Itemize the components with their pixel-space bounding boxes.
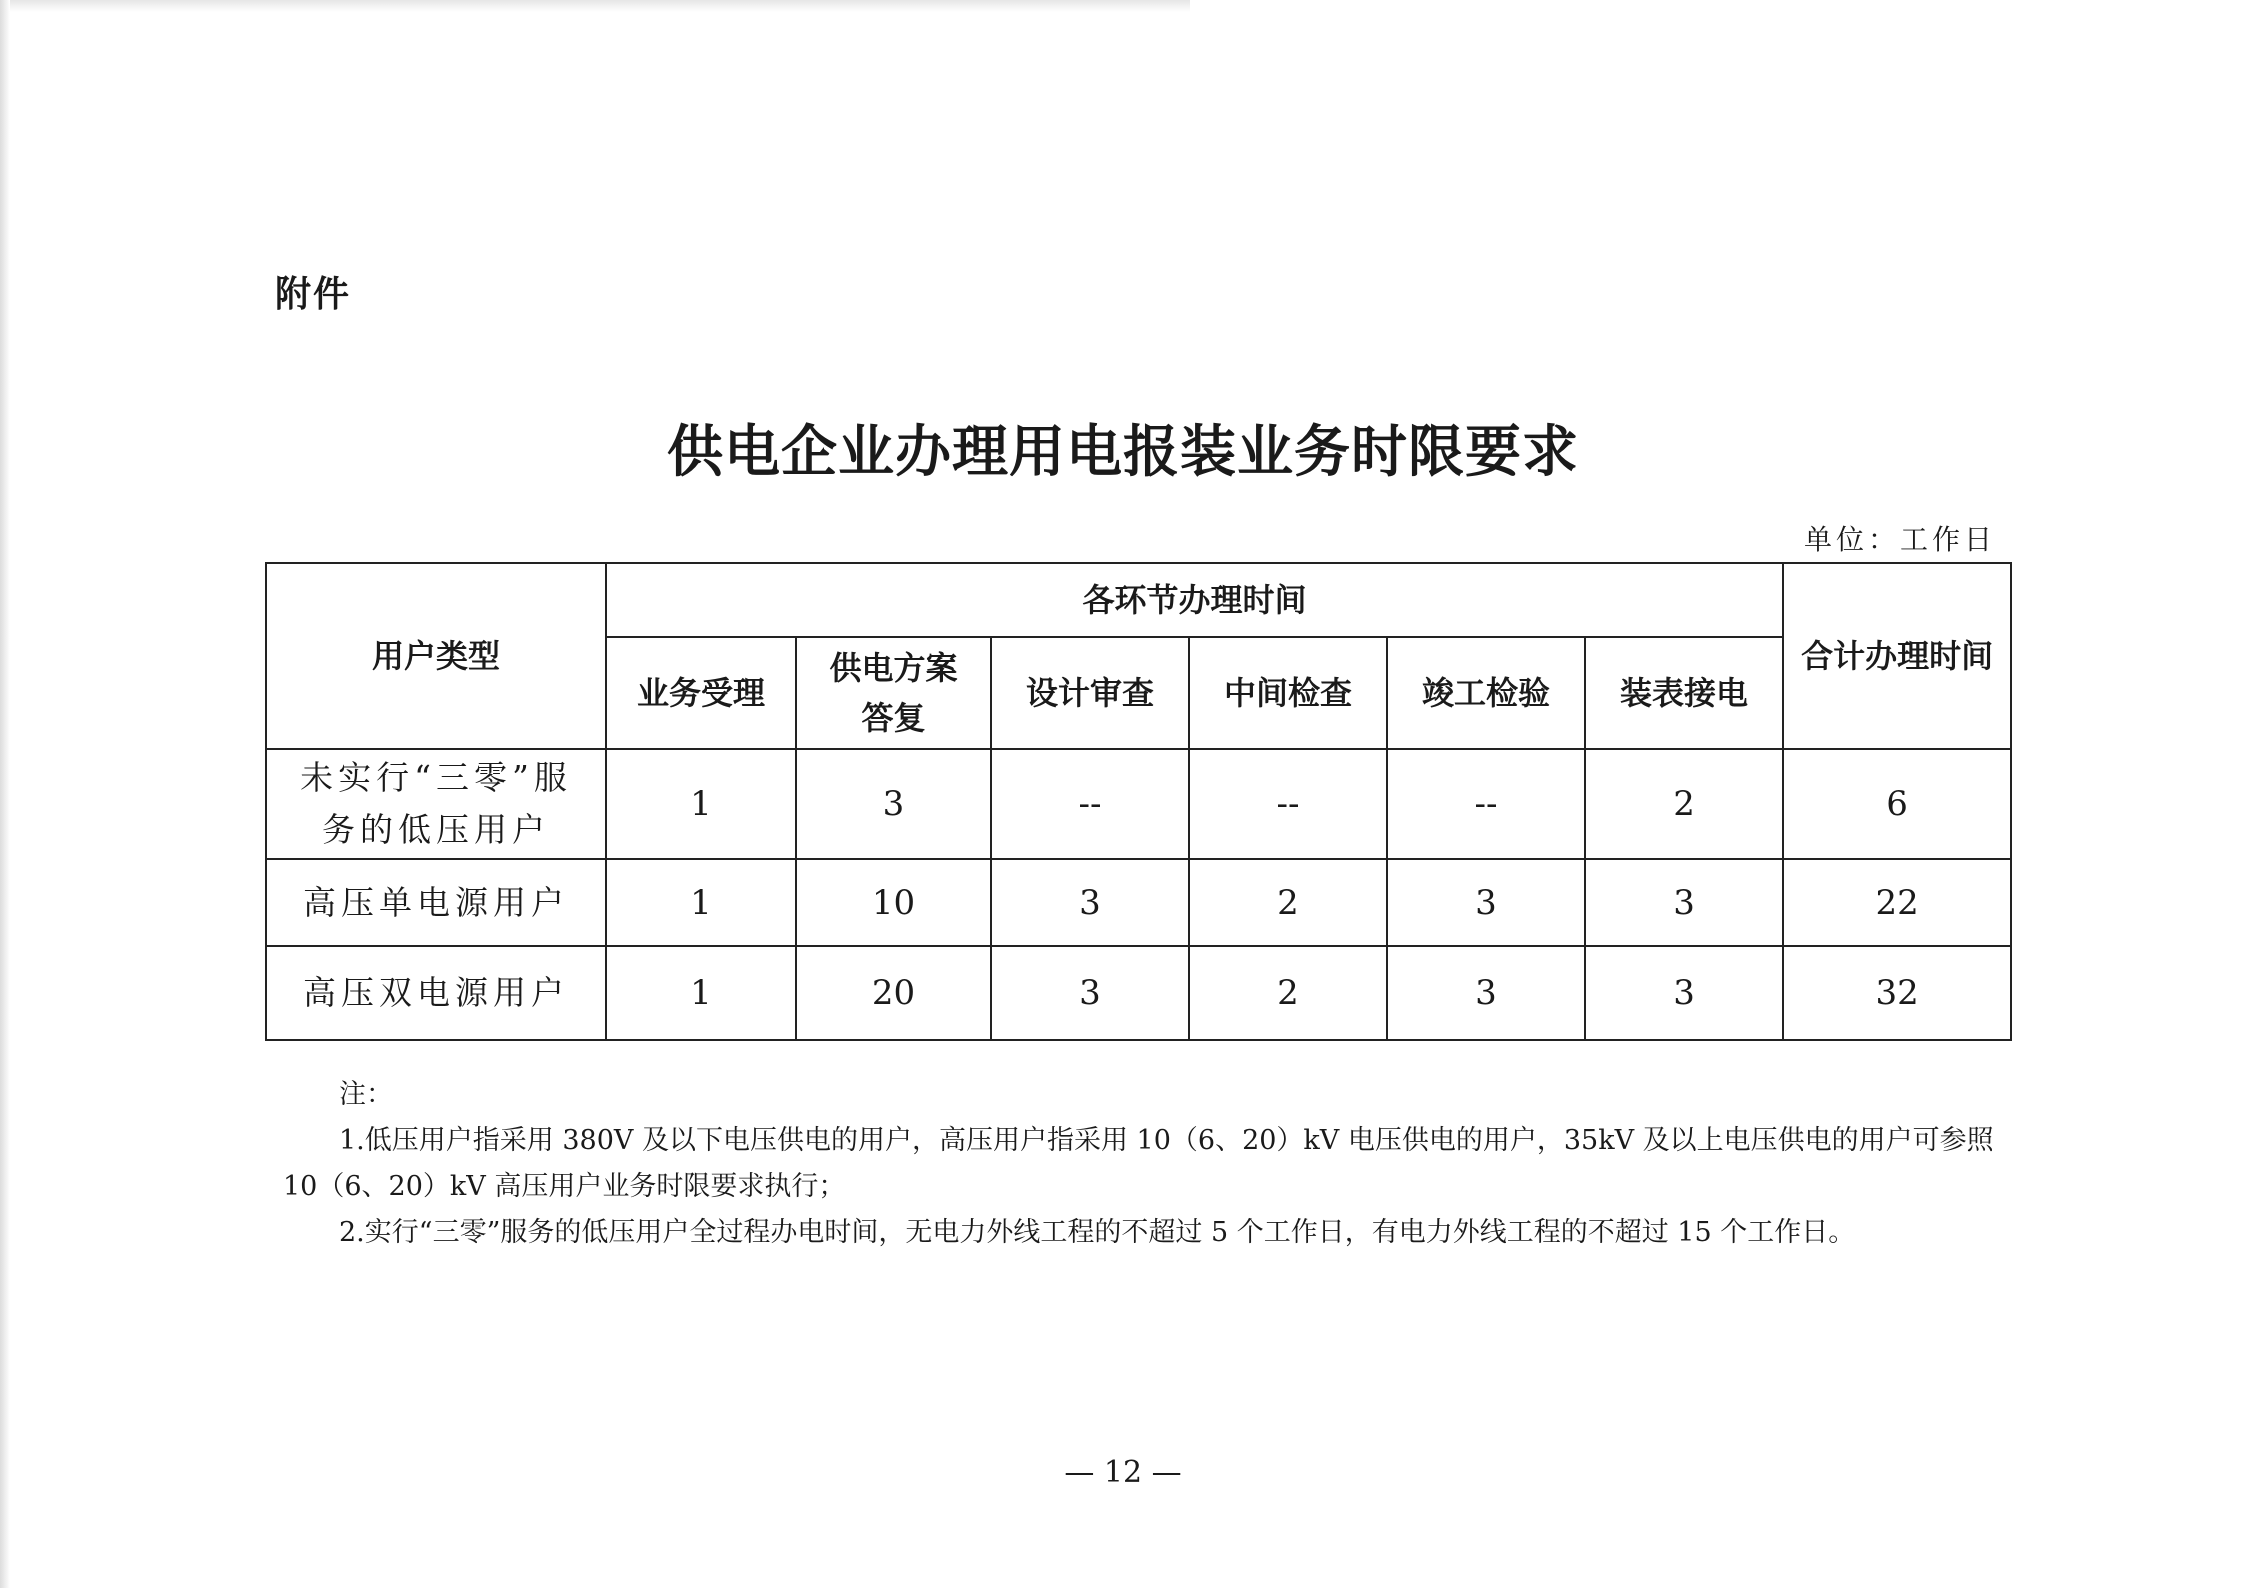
table-cell: -- — [991, 749, 1189, 859]
table-cell: -- — [1189, 749, 1387, 859]
table-cell: 3 — [1585, 946, 1783, 1040]
header-stage: 装表接电 — [1585, 637, 1783, 749]
notes-section — [283, 1072, 2013, 1256]
table-cell: 3 — [991, 946, 1189, 1040]
page-number: — 12 — — [1064, 1455, 1182, 1490]
table-row — [266, 859, 2011, 946]
scan-edge-top — [0, 0, 1190, 12]
table-cell: 3 — [1387, 859, 1585, 946]
table-cell: 3 — [991, 859, 1189, 946]
table-cell: 2 — [1189, 946, 1387, 1040]
header-stage: 供电方案答复 — [796, 637, 991, 749]
header-total: 合计办理时间 — [1783, 563, 2011, 749]
notes-heading: 注： — [339, 1079, 393, 1110]
attachment-label: 附件 — [275, 274, 352, 315]
table-cell: 3 — [1387, 946, 1585, 1040]
table-row — [266, 749, 2011, 859]
table-cell: 3 — [1585, 859, 1783, 946]
unit-label: 单位：工作日 — [1803, 523, 1996, 556]
table-cell: 3 — [796, 749, 991, 859]
header-stage: 设计审查 — [991, 637, 1189, 749]
table-cell: 2 — [1585, 749, 1783, 859]
scan-edge-left — [0, 0, 10, 1588]
table-cell: 1 — [606, 946, 796, 1040]
table-cell: 10 — [796, 859, 991, 946]
note-item: 1.低压用户指采用 380V 及以下电压供电的用户，高压用户指采用 10（6、20）kV 电压供电的用户，35kV 及以上电压供电的用户可参照 10（6、20）kV 高压用户业务时限要求执行； — [283, 1125, 1994, 1202]
table-cell: -- — [1387, 749, 1585, 859]
table-cell: 2 — [1189, 859, 1387, 946]
row-label: 高压双电源用户 — [266, 946, 606, 1040]
row-label: 高压单电源用户 — [266, 859, 606, 946]
header-stage-group: 各环节办理时间 — [606, 563, 1783, 637]
header-stage: 业务受理 — [606, 637, 796, 749]
table-cell: 20 — [796, 946, 991, 1040]
header-stage: 竣工检验 — [1387, 637, 1585, 749]
table-cell: 1 — [606, 749, 796, 859]
page-title: 供电企业办理用电报装业务时限要求 — [667, 419, 1579, 485]
header-stage: 中间检查 — [1189, 637, 1387, 749]
time-limit-table — [265, 562, 2012, 1041]
header-user-type: 用户类型 — [266, 563, 606, 749]
table-row — [266, 946, 2011, 1040]
total-cell: 32 — [1783, 946, 2011, 1040]
note-item: 2.实行“三零”服务的低压用户全过程办电时间，无电力外线工程的不超过 5 个工作日，有电力外线工程的不超过 15 个工作日。 — [339, 1217, 1856, 1248]
row-label: 未实行“三零”服务的低压用户 — [266, 749, 606, 859]
table-cell: 1 — [606, 859, 796, 946]
total-cell: 6 — [1783, 749, 2011, 859]
total-cell: 22 — [1783, 859, 2011, 946]
